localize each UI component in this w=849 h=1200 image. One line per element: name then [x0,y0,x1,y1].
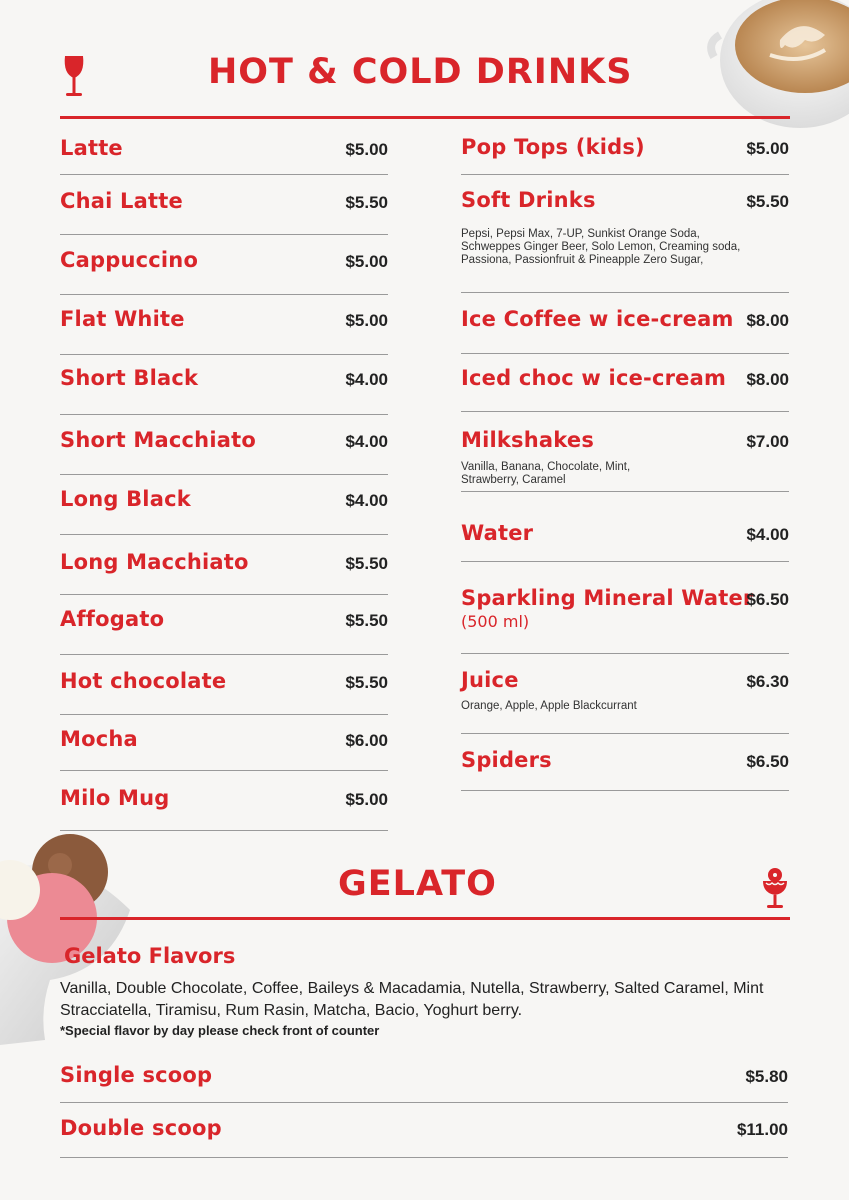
drink-item-name: Mocha [60,727,138,751]
drink-item-price: $4.00 [345,370,388,389]
gelato-item-divider [60,1157,788,1158]
drink-item [461,135,789,175]
drink-item [60,786,388,831]
drink-item-divider [60,714,388,715]
drink-item-divider [461,491,789,492]
drink-item-price: $8.00 [746,311,789,330]
drink-item [461,586,789,654]
drink-item [60,428,388,475]
drink-item-divider [461,733,789,734]
gelato-flavor-list: Vanilla, Double Chocolate, Coffee, Baileys & Macadamia, Nutella, Strawberry, Salted Caramel, Mint Stracciatella, Tiramisu, Rum Rasin, Matcha, Bacio, Yoghurt berry. [60,980,764,1019]
hot-cold-drinks-title: HOT & COLD DRINKS [208,52,633,92]
drink-item-name: Flat White [60,307,185,331]
drink-item-name: Pop Tops (kids) [461,135,645,159]
drink-item-price: $6.50 [746,590,789,609]
drink-item-divider [60,654,388,655]
drink-item-name: Hot chocolate [60,669,227,693]
drink-item-divider [461,653,789,654]
gelato-item-name: Single scoop [60,1063,213,1087]
drink-item-divider [60,770,388,771]
drink-item [60,669,388,715]
drink-item-divider [60,234,388,235]
gelato-item-name: Double scoop [60,1116,222,1140]
drink-item-divider [60,294,388,295]
drink-item-name: Latte [60,136,123,160]
drink-item-price: $5.50 [746,192,789,211]
drink-item-price: $6.00 [345,731,388,750]
drink-item-name: Cappuccino [60,248,199,272]
drink-item-price: $5.00 [746,139,789,158]
drink-item-price: $4.00 [345,432,388,451]
drink-item [60,307,388,355]
gelato-item-price: $5.80 [745,1067,788,1086]
drink-item-price: $4.00 [345,491,388,510]
drink-item-divider [461,561,789,562]
drink-item-price: $5.50 [345,554,388,573]
drink-item-divider [60,830,388,831]
gelato-item [60,1063,788,1103]
drink-item [461,428,789,492]
drink-item [461,668,789,734]
drink-item-description: Pepsi, Pepsi Max, 7-UP, Sunkist Orange Soda, Schweppes Ginger Beer, Solo Lemon, Creaming soda, Passiona, Passionfruit & Pineapple Zero Sugar, [461,228,741,266]
drink-item-divider [60,414,388,415]
drink-item-price: $5.00 [345,311,388,330]
drink-item-name: Long Black [60,487,191,511]
drink-item-price: $5.50 [345,193,388,212]
drink-item-price: $6.50 [746,752,789,771]
drink-item-description: Orange, Apple, Apple Blackcurrant [461,700,637,712]
drink-item [60,189,388,235]
drink-item-divider [461,292,789,293]
drink-item-name: Water [461,521,534,545]
drink-item-divider [461,411,789,412]
drink-item-divider [461,174,789,175]
drink-item-name: Milo Mug [60,786,170,810]
latte-cup-image [700,0,849,140]
wine-glass-icon [62,55,86,99]
drink-item-name: Short Black [60,366,199,390]
drink-item-name: Soft Drinks [461,188,596,212]
drink-item-subtitle: (500 ml) [461,612,530,631]
drink-item-price: $5.00 [345,140,388,159]
drink-item [60,248,388,295]
gelato-item-divider [60,1102,788,1103]
drink-item-price: $5.00 [345,790,388,809]
drink-item-divider [60,534,388,535]
drink-item [60,550,388,595]
sundae-glass-icon [761,867,789,911]
drink-item-name: Ice Coffee w ice-cream [461,307,734,331]
gelato-special-note: *Special flavor by day please check front of counter [60,1023,380,1038]
drink-item-name: Short Macchiato [60,428,256,452]
gelato-title: GELATO [338,864,497,904]
gelato-flavors-heading: Gelato Flavors [64,944,236,968]
drink-item-price: $5.00 [345,252,388,271]
gelato-rule [60,917,790,920]
drink-item-price: $5.50 [345,611,388,630]
drink-item-name: Sparkling Mineral Water [461,586,754,610]
drink-item [60,136,388,175]
drink-item-divider [60,174,388,175]
drink-item [461,188,789,293]
drink-item [60,366,388,415]
drink-item [60,727,388,771]
drink-item [60,607,388,655]
drink-item-divider [60,354,388,355]
drink-item-price: $7.00 [746,432,789,451]
drink-item [60,487,388,535]
drink-item-price: $6.30 [746,672,789,691]
drink-item-name: Juice [461,668,519,692]
drink-item-name: Spiders [461,748,552,772]
drink-item-name: Iced choc w ice-cream [461,366,727,390]
drink-item-name: Long Macchiato [60,550,249,574]
hot-cold-rule [60,116,790,119]
gelato-item [60,1116,788,1158]
drink-item-divider [60,594,388,595]
drink-item [461,521,789,562]
drink-item-name: Milkshakes [461,428,595,452]
drink-item-divider [461,790,789,791]
drink-item-name: Affogato [60,607,165,631]
drink-item-description: Vanilla, Banana, Chocolate, Mint, Strawberry, Caramel [461,461,631,486]
drink-item-divider [60,474,388,475]
drink-item-price: $4.00 [746,525,789,544]
drink-item-name: Chai Latte [60,189,183,213]
drink-item [461,366,789,412]
drink-item-divider [461,353,789,354]
drink-item-price: $8.00 [746,370,789,389]
drink-item-price: $5.50 [345,673,388,692]
gelato-item-price: $11.00 [736,1120,788,1139]
drink-item [461,748,789,791]
drink-item [461,307,789,354]
